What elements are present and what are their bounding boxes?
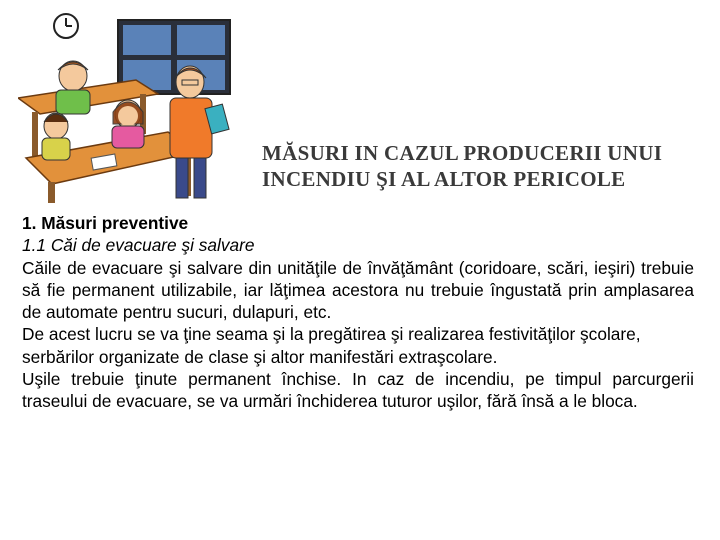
- clock-icon: [54, 14, 78, 38]
- title-line-1: MĂSURI IN CAZUL PRODUCERII UNUI: [262, 141, 663, 165]
- classroom-scene-image: [18, 8, 250, 203]
- section-heading: 1. Măsuri preventive: [22, 213, 189, 233]
- paragraph-festivities-line-1: De acest lucru se va ţine seama şi la pregătirea şi realizarea festivităţilor şcolare,: [22, 324, 641, 345]
- paragraph-evacuation-routes: Căile de evacuare şi salvare din unităţile de învăţământ (coridoare, scări, ieşiri) trebuie să fie permanent utilizabile, iar lăţimea acestora nu trebuie îngustată prin amplasarea de automate pentru sucuri, dulapuri, etc.: [22, 257, 694, 323]
- document-body: [22, 212, 694, 413]
- page-title: [262, 140, 712, 192]
- classroom-illustration: [18, 8, 250, 203]
- student-left: [42, 113, 70, 160]
- student-girl: [112, 100, 144, 148]
- paragraph-festivities-line-2: serbărilor organizate de clase şi altor manifestări extraşcolare.: [22, 346, 498, 367]
- title-line-2: INCENDIU ŞI AL ALTOR PERICOLE: [262, 167, 626, 191]
- paragraph-doors: Uşile trebuie ţinute permanent închise. In caz de incendiu, pe timpul parcurgerii traseului de evacuare, se va urmări închiderea tuturor uşilor, fără însă a le bloca.: [22, 369, 694, 412]
- subsection-heading: 1.1 Căi de evacuare şi salvare: [22, 235, 255, 256]
- paragraph-festivities: [22, 323, 694, 368]
